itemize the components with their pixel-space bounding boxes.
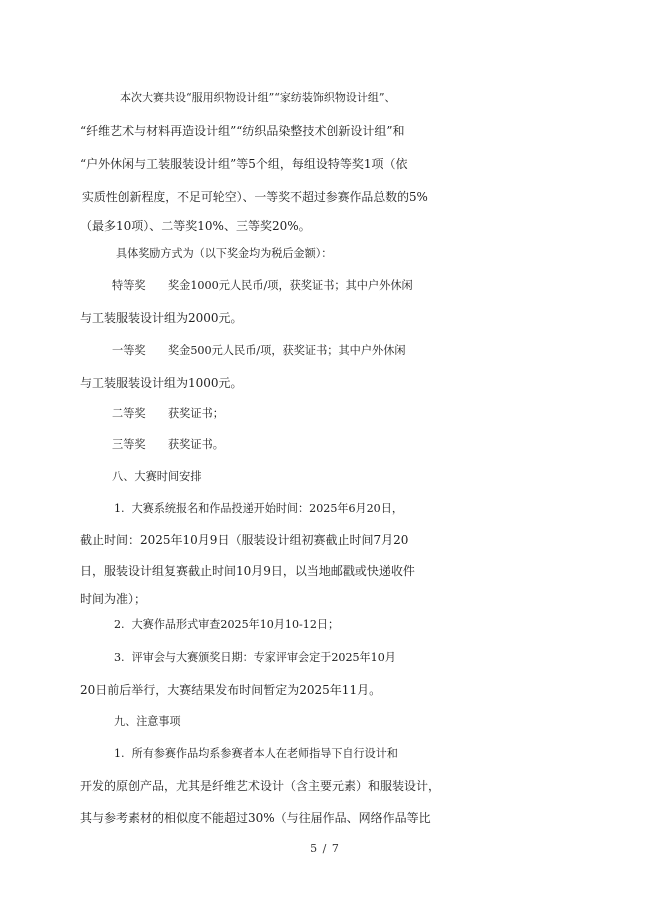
section-heading: 八、大赛时间安排 [112,470,202,483]
paragraph-line: 开发的原创产品，尤其是纤维艺术设计（含主要元素）和服装设计， [80,779,441,793]
paragraph-line: （最多10项）、二等奖10%、三等奖20%。 [80,219,311,233]
page-number: 5 / 7 [310,842,340,855]
paragraph-line: 1. 所有参赛作品均系参赛者本人在老师指导下自行设计和 [114,747,398,760]
paragraph-line: 实质性创新程度，不足可轮空）、一等奖不超过参赛作品总数的5% [82,190,428,204]
section-heading: 九、注意事项 [114,715,181,728]
award-line: 与工装服装设计组为1000元。 [80,376,243,390]
award-line: 三等奖 获奖证书。 [112,438,224,451]
paragraph-line: 时间为准）； [80,592,147,606]
award-line: 特等奖 奖金1000元人民币/项，获奖证书；其中户外休闲 [112,279,413,292]
paragraph-line: 3. 评审会与大赛颁奖日期：专家评审会定于2025年10月 [114,651,396,664]
paragraph-line: “纤维艺术与材料再造设计组”“纺织品染整技术创新设计组”和 [80,124,405,138]
award-line: 与工装服装设计组为2000元。 [80,311,243,325]
paragraph-line: 2. 大赛作品形式审查2025年10月10-12日； [114,618,340,631]
paragraph-line: 其与参考素材的相似度不能超过30%（与往届作品、网络作品等比 [80,811,431,825]
paragraph-line: 20日前后举行，大赛结果发布时间暂定为2025年11月。 [80,683,382,697]
paragraph-line: 日，服装设计组复赛截止时间10月9日，以当地邮戳或快递收件 [80,564,415,578]
paragraph-line: 截止时间：2025年10月9日（服装设计组初赛截止时间7月20 [80,533,409,547]
paragraph-line: 1. 大赛系统报名和作品投递开始时间：2025年6月20日， [114,502,403,515]
paragraph-line: 具体奖励方式为（以下奖金均为税后金额）： [116,247,333,260]
award-line: 一等奖 奖金500元人民币/项，获奖证书；其中户外休闲 [112,344,406,357]
paragraph-line: 本次大赛共设“服用织物设计组”“家纺装饰织物设计组”、 [120,91,396,104]
award-line: 二等奖 获奖证书； [112,407,224,420]
paragraph-line: “户外休闲与工装服装设计组”等5个组，每组设特等奖1项（依 [80,157,408,171]
